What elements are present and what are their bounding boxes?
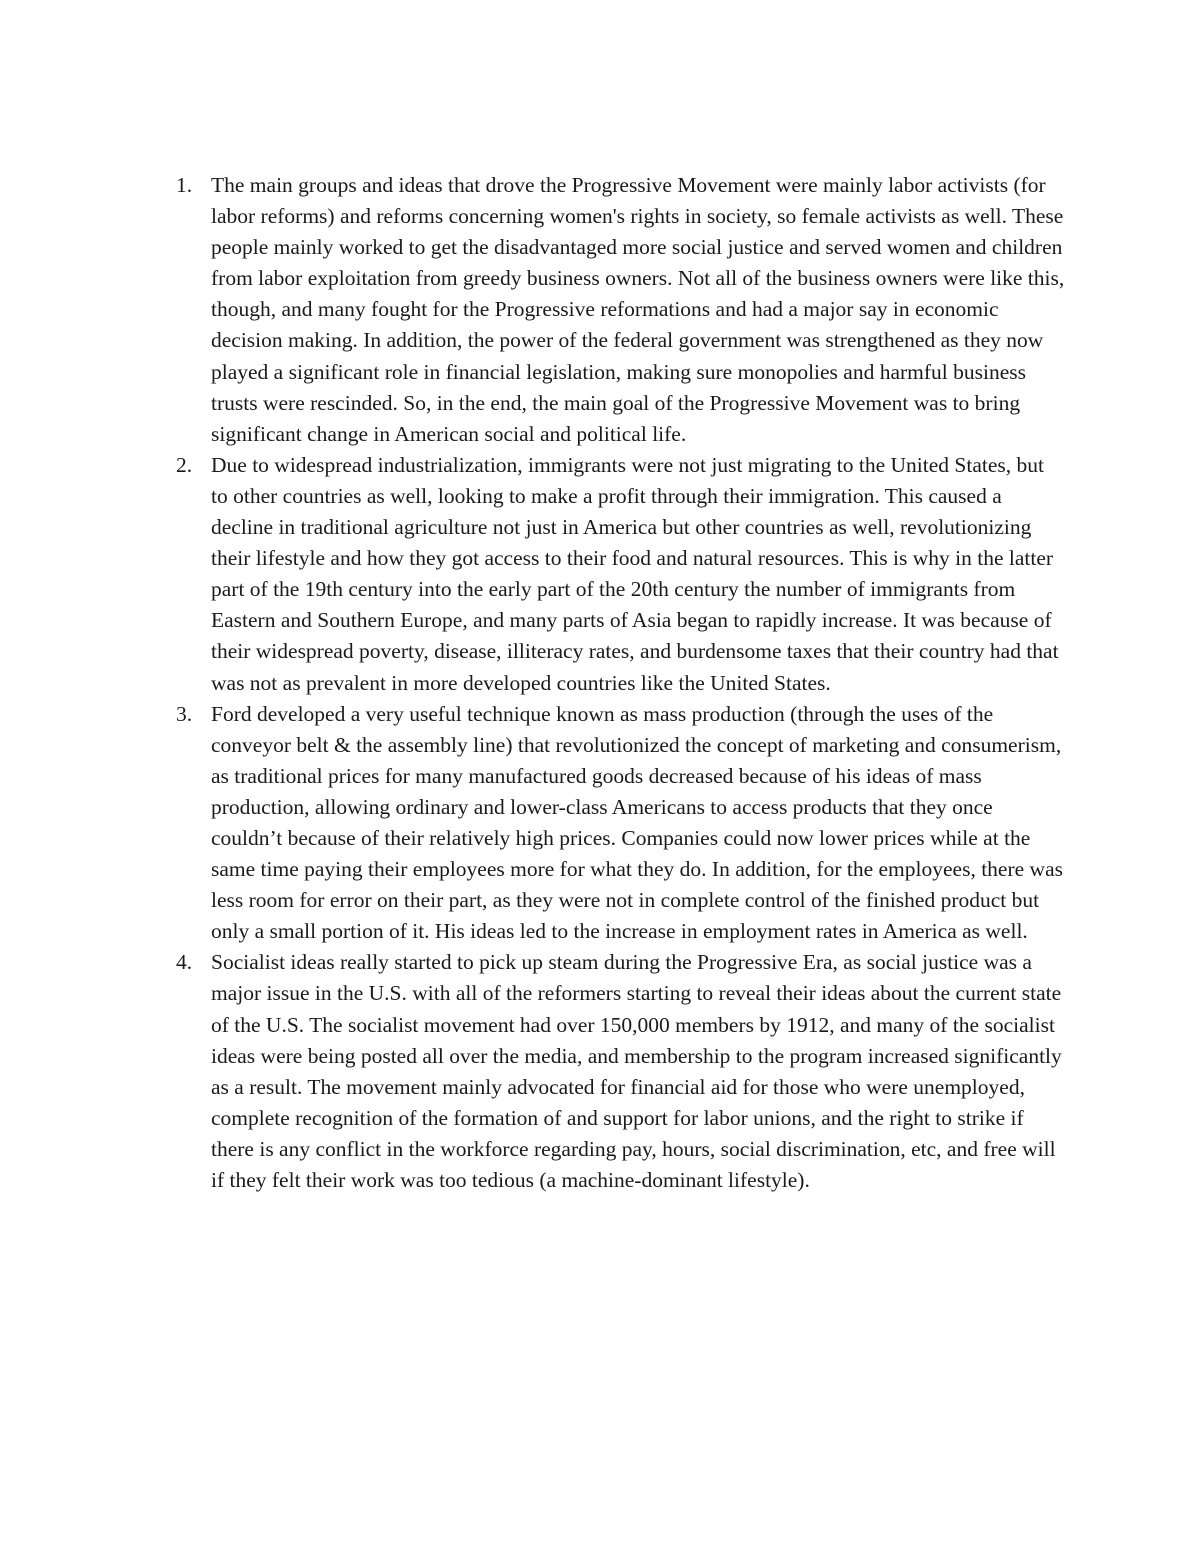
item-number: 3. <box>176 701 193 726</box>
list-item <box>150 947 1065 1196</box>
item-number: 4. <box>176 950 193 975</box>
list-item <box>150 170 1065 450</box>
answer-list <box>150 170 1065 1196</box>
item-number: 1. <box>176 173 193 197</box>
item-text: Due to widespread industrialization, immigrants were not just migrating to the United States, but to other countries as well, looking to make a profit through their immigration. This caused a decline in traditional agriculture not just in America but other countries as well, revolutionizing their lifestyle and how they got access to their food and natural resources. This is why in the latter part of the 19th century into the early part of the 20th century the number of immigrants from Eastern and Southern Europe, and many parts of Asia began to rapidly increase. It was because of their widespread poverty, disease, illiteracy rates, and burdensome taxes that their country had that was not as prevalent in more developed countries like the United States. <box>211 452 1059 695</box>
item-text: The main groups and ideas that drove the Progressive Movement were mainly labor activists (for labor reforms) and reforms concerning women's rights in society, so female activists as well. These people mainly worked to get the disadvantaged more social justice and served women and children from labor exploitation from greedy business owners. Not all of the business owners were like this, though, and many fought for the Progressive reformations and had a major say in economic decision making. In addition, the power of the federal government was strengthened as they now played a significant role in financial legislation, making sure monopolies and harmful business trusts were rescinded. So, in the end, the main goal of the Progressive Movement was to bring significant change in American social and political life. <box>211 173 1065 446</box>
list-item <box>150 450 1065 699</box>
list-item <box>150 699 1065 948</box>
item-text: Ford developed a very useful technique known as mass production (through the uses of the conveyor belt & the assembly line) that revolutionized the concept of marketing and consumerism, as traditional prices for many manufactured goods decreased because of his ideas of mass production, allowing ordinary and lower-class Americans to access products that they once couldn’t because of their relatively high prices. Companies could now lower prices while at the same time paying their employees more for what they do. In addition, for the employees, there was less room for error on their part, as they were not in complete control of the finished product but only a small portion of it. His ideas led to the increase in employment rates in America as well. <box>211 701 1063 944</box>
item-number: 2. <box>176 452 193 477</box>
item-text: Socialist ideas really started to pick up steam during the Progressive Era, as social justice was a major issue in the U.S. with all of the reformers starting to reveal their ideas about the current state of the U.S. The socialist movement had over 150,000 members by 1912, and many of the socialist ideas were being posted all over the media, and membership to the program increased significantly as a result. The movement mainly advocated for financial aid for those who were unemployed, complete recognition of the formation of and support for labor unions, and the right to strike if there is any conflict in the workforce regarding pay, hours, social discrimination, etc, and free will if they felt their work was too tedious (a machine-dominant lifestyle). <box>211 950 1062 1192</box>
